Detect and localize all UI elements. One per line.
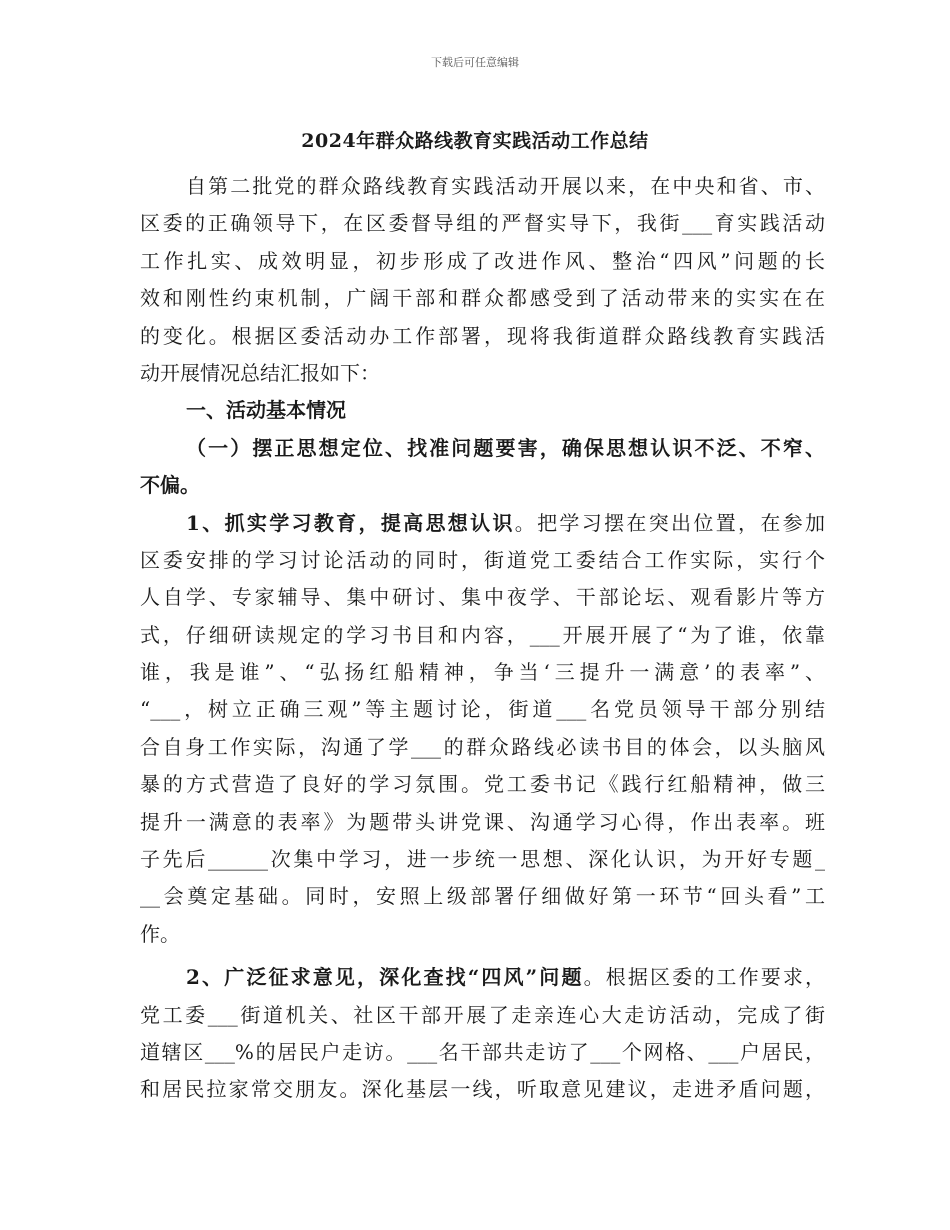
text-line bbox=[140, 691, 825, 728]
bold-text-segment: 不偏。 bbox=[140, 473, 200, 498]
text-segment: 和居民拉家常交朋友。深化基层一线，听取意见建议，走进矛盾问题， bbox=[140, 1077, 825, 1102]
bold-text-segment: （一）摆正思想定位、找准问题要害，确保思想认识不泛、不窄、 bbox=[186, 435, 825, 460]
document-body bbox=[140, 168, 825, 1109]
text-line bbox=[140, 467, 825, 504]
text-line bbox=[140, 959, 825, 996]
text-line bbox=[140, 729, 825, 766]
download-note: 下载后可任意编辑 bbox=[431, 56, 519, 69]
document-title: 2024年群众路线教育实践活动工作总结 bbox=[301, 130, 649, 152]
text-line bbox=[140, 243, 825, 280]
bold-text-segment: 1、抓实学习教育，提高思想认识 bbox=[186, 510, 515, 535]
bold-text-segment: 一、活动基本情况 bbox=[186, 398, 346, 423]
text-line bbox=[140, 654, 825, 691]
text-segment: 人自学、专家辅导、集中研讨、集中夜学、干部论坛、观看影片等方 bbox=[140, 585, 825, 610]
text-line bbox=[140, 841, 825, 878]
text-segment: 子先后______次集中学习，进一步统一思想、深化认识，为开好专题_ bbox=[140, 847, 825, 872]
text-line bbox=[140, 168, 825, 205]
text-line bbox=[140, 997, 825, 1034]
text-line bbox=[140, 1034, 825, 1071]
text-line bbox=[140, 318, 825, 355]
text-segment: 区委的正确领导下，在区委督导组的严督实导下，我街___育实践活动 bbox=[140, 211, 825, 236]
text-line bbox=[140, 766, 825, 803]
text-segment: 暴的方式营造了良好的学习氛围。党工委书记《践行红船精神，做三 bbox=[140, 772, 825, 797]
text-segment: 的变化。根据区委活动办工作部署，现将我街道群众路线教育实践活 bbox=[140, 323, 825, 348]
text-line bbox=[140, 1071, 825, 1108]
text-segment: 党工委___街道机关、社区干部开展了走亲连心大走访活动，完成了街 bbox=[140, 1002, 825, 1027]
text-line bbox=[140, 878, 825, 915]
text-line bbox=[140, 355, 825, 392]
text-line bbox=[140, 430, 825, 467]
text-line bbox=[140, 579, 825, 616]
text-segment: 。根据区委的工作要求， bbox=[583, 965, 825, 990]
text-segment: __会奠定基础。同时，安照上级部署仔细做好第一环节“回头看”工 bbox=[140, 884, 825, 909]
text-segment: 合自身工作实际，沟通了学___的群众路线必读书目的体会，以头脑风 bbox=[140, 734, 825, 759]
text-segment: 。把学习摆在突出位置，在参加 bbox=[514, 510, 825, 535]
text-line bbox=[140, 280, 825, 317]
text-segment: 提升一满意的表率》为题带头讲党课、沟通学习心得，作出表率。班 bbox=[140, 809, 825, 834]
text-line bbox=[140, 505, 825, 542]
text-line bbox=[140, 392, 825, 429]
text-segment: 工作扎实、成效明显，初步形成了改进作风、整治“四风”问题的长 bbox=[140, 248, 825, 273]
text-segment: 效和刚性约束机制，广阔干部和群众都感受到了活动带来的实实在在 bbox=[140, 286, 825, 311]
text-line bbox=[140, 804, 825, 841]
text-segment: 道辖区___%的居民户走访。___名干部共走访了___个网格、___户居民， bbox=[140, 1039, 825, 1064]
text-line bbox=[140, 916, 825, 953]
text-segment: 谁，我是谁”、“弘扬红船精神，争当‘三提升一满意’的表率”、 bbox=[140, 660, 825, 685]
text-line bbox=[140, 617, 825, 654]
text-segment: 自第二批党的群众路线教育实践活动开展以来，在中央和省、市、 bbox=[186, 174, 825, 198]
text-segment: 作。 bbox=[140, 921, 180, 946]
text-segment: 式，仔细研读规定的学习书目和内容，___开展开展了“为了谁，依靠 bbox=[140, 622, 825, 647]
text-line bbox=[140, 205, 825, 242]
text-line bbox=[140, 542, 825, 579]
text-segment: 动开展情况总结汇报如下： bbox=[140, 360, 380, 385]
text-segment: “___，树立正确三观”等主题讨论，街道___名党员领导干部分别结 bbox=[140, 697, 825, 722]
bold-text-segment: 2、广泛征求意见，深化查找“四风”问题 bbox=[186, 965, 584, 990]
text-segment: 区委安排的学习讨论活动的同时，街道党工委结合工作实际，实行个 bbox=[140, 547, 825, 572]
